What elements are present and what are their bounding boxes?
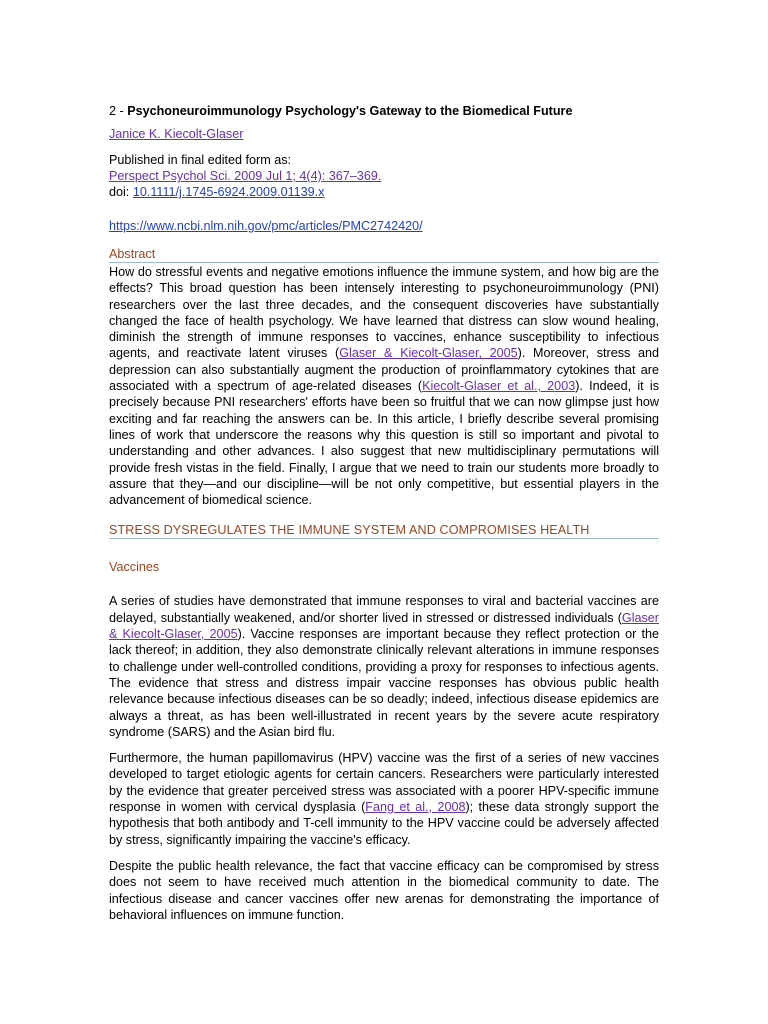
body-paragraph — [109, 593, 659, 740]
citation-link[interactable]: Perspect Psychol Sci. 2009 Jul 1; 4(4): 367–369. — [109, 169, 382, 183]
abstract-text-3: ). Indeed, it is precisely because PNI researchers' efforts have been so fruitful that we can now glimpse just how exciting and far reaching the answers can be. In this article, I briefly describe several promising lines of work that underscore the reasons why this question is still so important and pivotal to understanding and other advances. I also suggest that new multidisciplinary permutations will provide fresh vistas in the field. Finally, I argue that we need to train our students more broadly to assure that they—and our discipline—will be not only competitive, but essential players in the advancement of biomedical science. — [109, 379, 659, 508]
reference-link[interactable]: Kiecolt-Glaser et al., 2003 — [422, 379, 576, 394]
abstract-text-2: ). Moreover, stress and depression can also substantially augment the production of proinflammatory cytokines that are associated with a spectrum of age-related diseases ( — [109, 346, 659, 394]
abstract-heading: Abstract — [109, 246, 659, 263]
title-prefix: 2 - — [109, 104, 128, 118]
article-url-link[interactable]: https://www.ncbi.nlm.nih.gov/pmc/articles/PMC2742420/ — [109, 219, 423, 233]
doi-line — [109, 184, 659, 200]
title-text: Psychoneuroimmunology Psychology's Gateway to the Biomedical Future — [127, 104, 573, 118]
section-heading: STRESS DYSREGULATES THE IMMUNE SYSTEM AND COMPROMISES HEALTH — [109, 522, 659, 539]
paragraph-text: A series of studies have demonstrated that immune responses to viral and bacterial vaccines are delayed, substantially weakened, and/or shorter lived in stressed or distressed individuals ( — [109, 594, 659, 625]
author-link[interactable]: Janice K. Kiecolt-Glaser — [109, 127, 244, 141]
paragraph-text: ); these data strongly support the hypothesis that both antibody and T-cell immunity to the HPV vaccine could be adversely affected by stress, significantly impairing the vaccine's efficacy. — [109, 800, 659, 847]
body-paragraph: Despite the public health relevance, the fact that vaccine efficacy can be compromised by stress does not seem to have received much attention in the biomedical community to date. The infectious disease and cancer vaccines offer new arenas for demonstrating the importance of behavioral influences on immune function. — [109, 858, 659, 922]
abstract-text-1: How do stressful events and negative emotions influence the immune system, and how big are the effects? This broad question has been intensely interesting to psychoneuroimmunology (PNI) researchers over the last three decades, and the consequent discoveries have substantially changed the face of health psychology. We have learned that distress can slow wound healing, diminish the strength of immune responses to vaccines, enhance susceptibility to infectious agents, and reactivate latent viruses ( — [109, 265, 659, 361]
reference-link[interactable]: Glaser & Kiecolt-Glaser, 2005 — [109, 610, 659, 642]
publication-label: Published in final edited form as: — [109, 153, 292, 167]
reference-link[interactable]: Fang et al., 2008 — [365, 800, 466, 815]
doi-label: doi: — [109, 185, 133, 199]
doi-link[interactable]: 10.1111/j.1745-6924.2009.01139.x — [132, 185, 325, 199]
document-title — [109, 102, 659, 120]
subsection-heading: Vaccines — [109, 560, 160, 575]
abstract-paragraph — [109, 264, 659, 508]
paragraph-text: ). Vaccine responses are important because they reflect protection or the lack thereof; in addition, they also demonstrate clinically relevant alterations in immune responses to challenge under well-controlled conditions, providing a proxy for responses to infectious agents. The evidence that stress and distress impair vaccine responses has obvious public health relevance because infectious diseases can be so deadly; indeed, infectious disease epidemics are always a threat, as has been well-illustrated in recent years by the severe acute respiratory syndrome (SARS) and the Asian bird flu. — [109, 627, 659, 739]
reference-link[interactable]: Glaser & Kiecolt-Glaser, 2005 — [339, 346, 518, 361]
body-paragraph — [109, 750, 659, 848]
publication-info — [109, 152, 659, 200]
document-page — [109, 102, 659, 923]
paragraph-text: Furthermore, the human papillomavirus (HPV) vaccine was the first of a series of new vaccines developed to target etiologic agents for certain cancers. Researchers were particularly interested by the evidence that greater perceived stress was associated with a poorer HPV-specific immune response in women with cervical dysplasia ( — [109, 751, 659, 815]
